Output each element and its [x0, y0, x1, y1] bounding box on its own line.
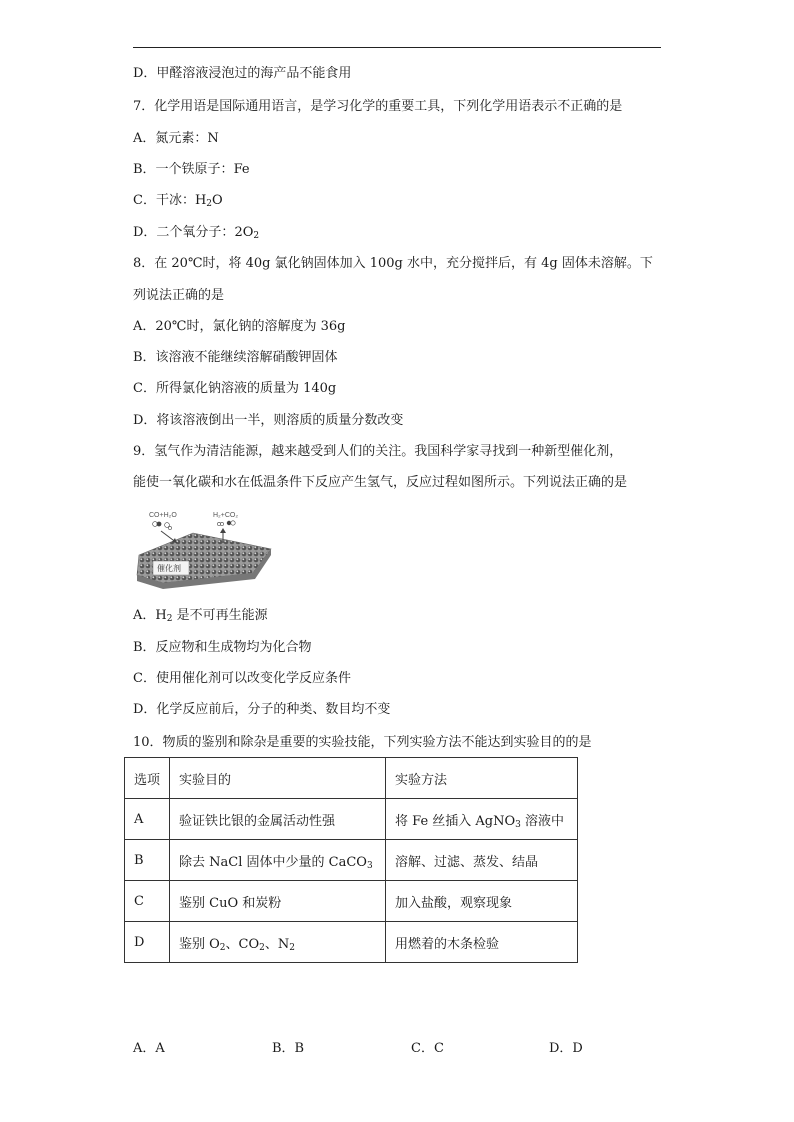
q10-choice-c: C．C: [411, 1041, 444, 1056]
q8-option-d: D．将该溶液倒出一半，则溶质的质量分数改变: [133, 413, 404, 428]
q7-option-d: D．二个氧分子：$2O_2$: [133, 225, 260, 241]
row-purpose: 鉴别 $O_2$、$CO_2$、$N_2$: [170, 922, 386, 963]
q10-choice-d: D．D: [549, 1041, 583, 1056]
q8-option-b: B．该溶液不能继续溶解硝酸钾固体: [133, 350, 338, 365]
table-row: [125, 922, 578, 963]
q9-option-b: B．反应物和生成物均为化合物: [133, 640, 312, 655]
reactants-label: CO+H₂O: [149, 512, 177, 519]
row-method: 用燃着的木条检验: [386, 922, 578, 963]
header-rule: [133, 47, 661, 48]
products-label: H₂+CO₂: [213, 512, 239, 519]
row-method: 将 Fe 丝插入 AgNO$_3$ 溶液中: [386, 799, 578, 840]
table-row: [125, 840, 578, 881]
table-row: [125, 881, 578, 922]
q8-option-c: C．所得氯化钠溶液的质量为 140g: [133, 381, 337, 396]
table-row: [125, 799, 578, 840]
row-purpose: 除去 NaCl 固体中少量的 CaCO$_3$: [170, 840, 386, 881]
row-purpose: 鉴别 CuO 和炭粉: [170, 881, 386, 922]
table-header-row: [125, 758, 578, 799]
q9-stem-line2: 能使一氧化碳和水在低温条件下反应产生氢气，反应过程如图所示。下列说法正确的是: [133, 475, 628, 490]
q8-stem-line2: 列说法正确的是: [133, 288, 225, 303]
row-method: 溶解、过滤、蒸发、结晶: [386, 840, 578, 881]
table-header-purpose: 实验目的: [170, 758, 386, 799]
q10-choice-b: B．B: [272, 1041, 305, 1056]
q7-option-b: B．一个铁原子：Fe: [133, 162, 250, 177]
q10-stem: 10．物质的鉴别和除杂是重要的实验技能，下列实验方法不能达到实验目的的是: [133, 735, 592, 750]
q8-stem-line1: 8．在 20℃时，将 40g 氯化钠固体加入 100g 水中，充分搅拌后，有 4g 固体未溶解。下: [133, 256, 653, 271]
q9-option-c: C．使用催化剂可以改变化学反应条件: [133, 671, 351, 686]
q8-option-a: A．20℃时，氯化钠的溶解度为 36g: [133, 319, 346, 334]
row-option: B: [125, 840, 170, 881]
q10-table: [124, 757, 578, 963]
table-header-method: 实验方法: [386, 758, 578, 799]
q7-stem: 7．化学用语是国际通用语言，是学习化学的重要工具，下列化学用语表示不正确的是: [133, 99, 623, 114]
q9-option-d: D．化学反应前后，分子的种类、数目均不变: [133, 702, 391, 717]
table-header-option: 选项: [125, 758, 170, 799]
q7-option-c: C．干冰：$H_2O$: [133, 193, 223, 209]
row-option: A: [125, 799, 170, 840]
row-method: 加入盐酸，观察现象: [386, 881, 578, 922]
q9-option-a: A．$H_2$ 是不可再生能源: [133, 608, 268, 624]
row-option: D: [125, 922, 170, 963]
catalyst-label: 催化剂: [157, 564, 181, 573]
q9-stem-line1: 9．氢气作为清洁能源，越来越受到人们的关注。我国科学家寻找到一种新型催化剂，: [133, 444, 623, 459]
row-purpose: 验证铁比银的金属活动性强: [170, 799, 386, 840]
q7-option-a: A．氮元素：N: [133, 131, 219, 146]
q6-option-d: D．甲醛溶液浸泡过的海产品不能食用: [133, 66, 352, 81]
catalyst-reaction-figure: [133, 503, 281, 589]
row-option: C: [125, 881, 170, 922]
q10-choice-a: A．A: [133, 1041, 165, 1056]
